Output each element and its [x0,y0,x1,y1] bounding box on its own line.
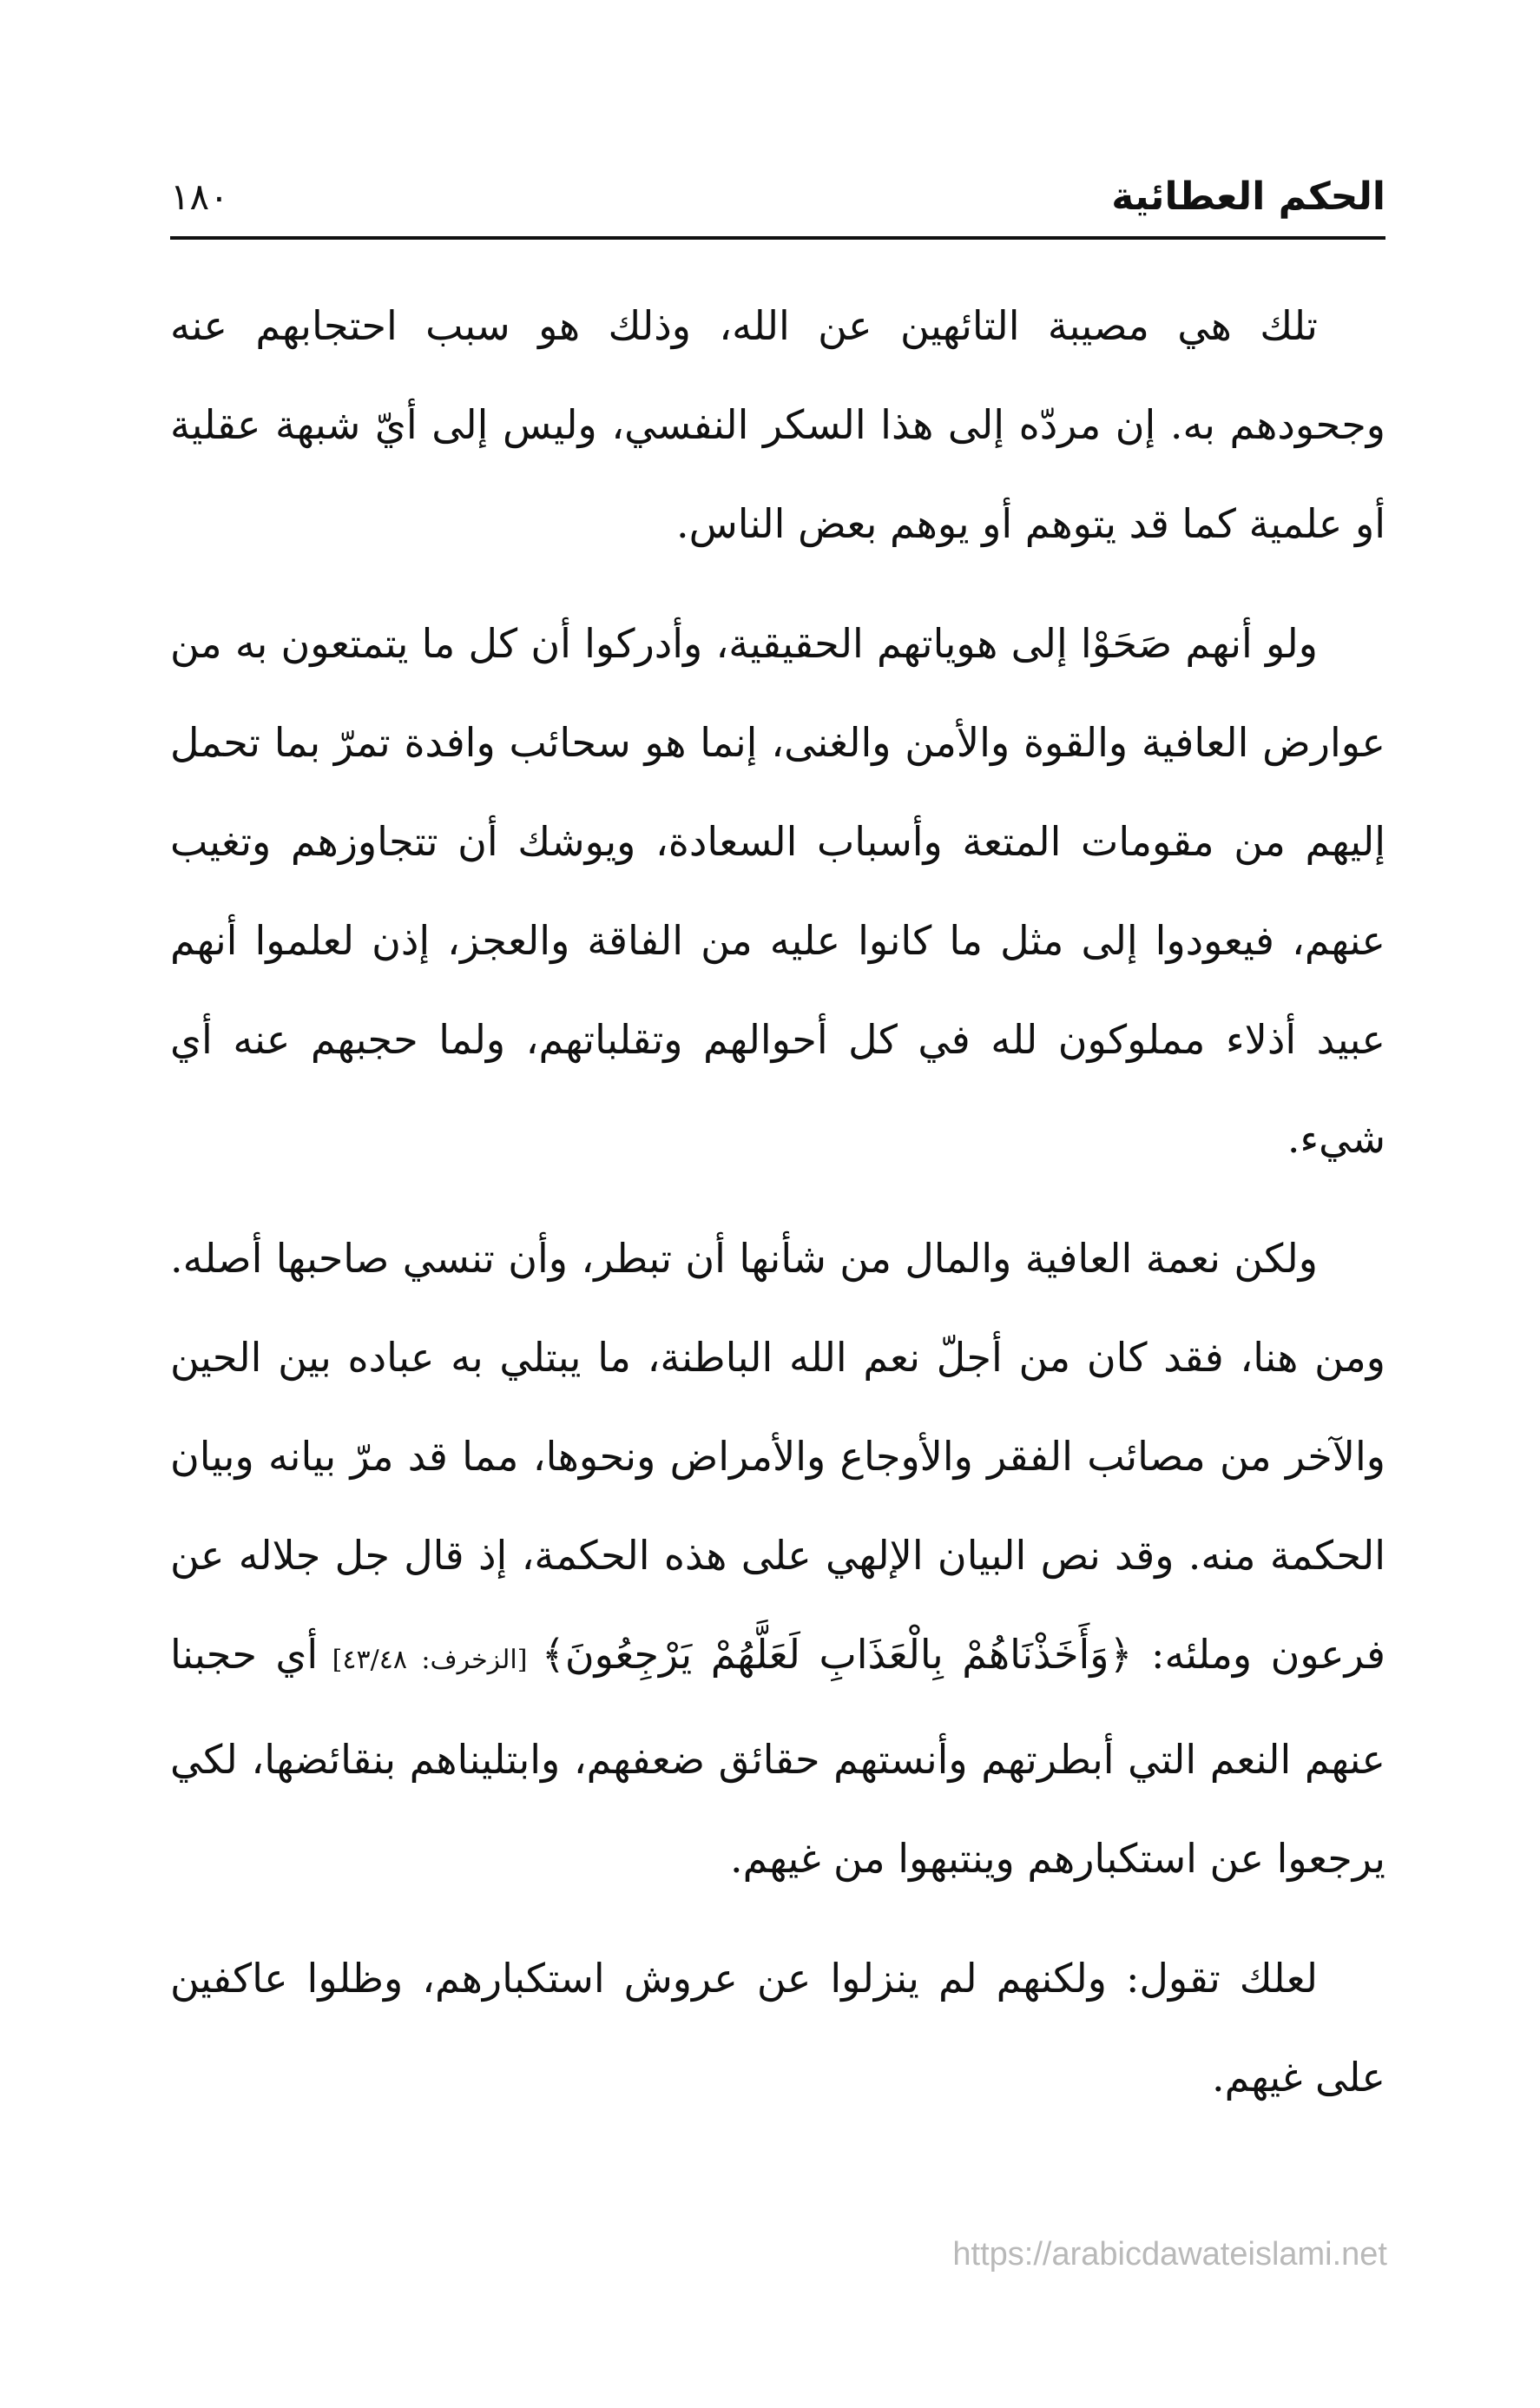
quran-reference: [الزخرف: ٤٣/٤٨] [318,1645,542,1675]
paragraph-3 [170,1209,1385,1908]
page-number: ١٨٠ [170,175,229,218]
page-header [170,161,1385,230]
running-title: الحكم العطائية [1111,175,1385,219]
header-divider [170,236,1385,240]
page-body [170,276,1385,2147]
paragraph-3-text-after: أي حجبنا عنهم النعم التي أبطرتهم وأنستهم حقائق ضعفهم، وابتليناهم بنقائضها، لكي يرجعوا عن استكبارهم وينتبهوا من غيهم. [170,1631,1385,1882]
watermark-url: https://arabicdawateislami.net [952,2236,1387,2273]
paragraph-2: ولو أنهم صَحَوْا إلى هوياتهم الحقيقية، وأدركوا أن كل ما يتمتعون به من عوارض العافية والقوة والأمن والغنى، إنما هو سحائب وافدة تمرّ بما تحمل إليهم من مقومات المتعة وأسباب السعادة، ويوشك أن تتجاوزهم وتغيب عنهم، فيعودوا إلى مثل ما كانوا عليه من الفاقة والعجز، إذن لعلموا أنهم عبيد أذلاء مملوكون لله في كل أحوالهم وتقلباتهم، ولما حجبهم عنه أي شيء. [170,620,1385,1162]
paragraph-4: لعلك تقول: ولكنهم لم ينزلوا عن عروش استكبارهم، وظلوا عاكفين على غيهم. [170,1955,1385,2101]
quran-verse: ﴿وَأَخَذْنَاهُمْ بِالْعَذَابِ لَعَلَّهُمْ يَرْجِعُونَ﴾ [541,1631,1133,1678]
paragraph-1: تلك هي مصيبة التائهين عن الله، وذلك هو سبب احتجابهم عنه وجحودهم به. إن مردّه إلى هذا السكر النفسي، وليس إلى أيّ شبهة عقلية أو علمية كما قد يتوهم أو يوهم بعض الناس. [170,302,1385,547]
paragraph-3-text-before: ولكن نعمة العافية والمال من شأنها أن تبطر، وأن تنسي صاحبها أصله. ومن هنا، فقد كان من أجلّ نعم الله الباطنة، ما يبتلي به عباده بين الحين والآخر من مصائب الفقر والأوجاع والأمراض ونحوها، مما قد مرّ بيانه وبيان الحكمة منه. وقد نص البيان الإلهي على هذه الحكمة، إذ قال جل جلاله عن فرعون وملئه: [170,1235,1386,1678]
